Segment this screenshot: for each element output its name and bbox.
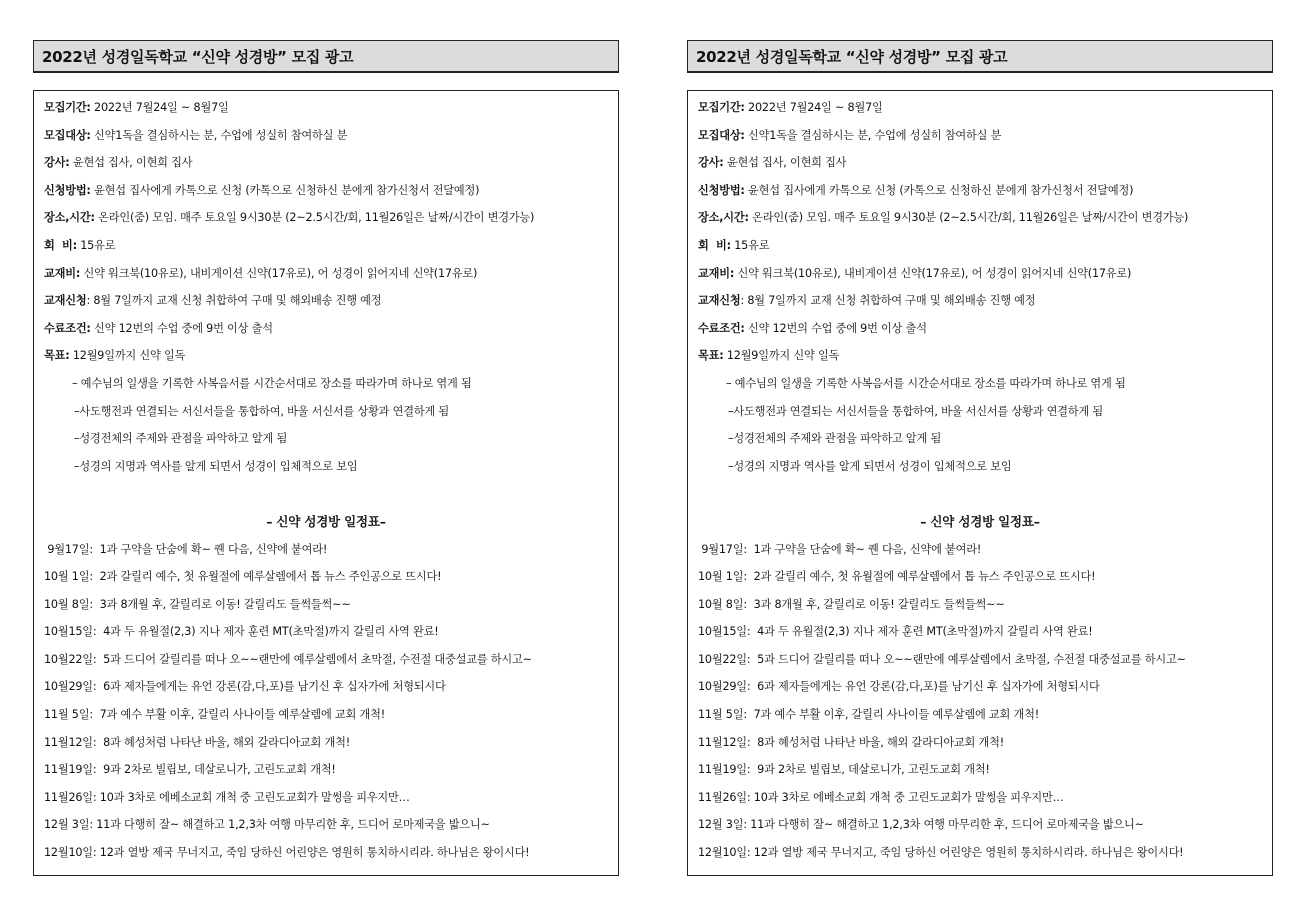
schedule-item: 10월22일: 5과 드디어 갈릴리를 떠나 오~~랜만에 예루살렘에서 초막절, 수전절 대중설교를 하시고~ <box>698 652 1186 666</box>
info-value: 온라인(줌) 모임. 매주 토요일 9시30분 (2~2.5시간/회, 11월26일은 날짜/시간이 변경가능) <box>94 211 535 225</box>
info-row <box>698 260 1262 288</box>
info-label: 장소,시간: <box>698 211 749 225</box>
info-row <box>44 204 608 232</box>
info-value: 2022년 7월24일 ~ 8월7일 <box>744 101 883 114</box>
info-row <box>44 315 608 343</box>
ad-content <box>33 90 619 876</box>
info-label: 목표: <box>698 349 724 363</box>
info-label: 모집기간: <box>698 101 745 114</box>
info-label: 수료조건: <box>698 321 745 335</box>
info-label: 장소,시간: <box>44 211 95 225</box>
info-row <box>44 149 608 177</box>
ad-title: 2022년 성경일독학교 “신약 성경방” 모집 광고 <box>33 40 619 73</box>
ad-title: 2022년 성경일독학교 “신약 성경방” 모집 광고 <box>687 40 1273 73</box>
schedule-item: 10월22일: 5과 드디어 갈릴리를 떠나 오~~랜만에 예루살렘에서 초막절, 수전절 대중설교를 하시고~ <box>44 652 532 666</box>
schedule-item: 11월12일: 8과 혜성처럼 나타난 바울, 해외 갈라디아교회 개척! <box>698 735 1005 749</box>
schedule-item: 10월 8일: 3과 8개월 후, 갈릴리로 이동! 갈릴리도 들썩들썩~~ <box>698 597 1005 611</box>
info-row <box>44 94 608 122</box>
info-row <box>698 149 1262 177</box>
goal-item: –성경의 지명과 역사를 알게 되면서 성경이 입체적으로 보임 <box>74 459 358 473</box>
info-value: 윤현섭 집사, 이현희 집사 <box>69 156 193 170</box>
info-label: 교재비: <box>44 266 81 280</box>
schedule-item: 9월17일: 1과 구약을 단숨에 확~ 퀜 다음, 신약에 붙여라! <box>698 542 982 556</box>
info-label: 신청방법: <box>698 183 745 197</box>
info-value: 윤현섭 집사에게 카톡으로 신청 (카톡으로 신청하신 분에게 참가신청서 전달예정) <box>744 183 1134 197</box>
schedule-item: 11월19일: 9과 2차로 빌립보, 데살로니가, 고린도교회 개척! <box>44 763 336 777</box>
schedule-item: 10월 1일: 2과 갈릴리 예수, 첫 유월절에 예루살렘에서 톱 뉴스 주인공으로 뜨시다! <box>44 570 442 584</box>
info-value: 온라인(줌) 모임. 매주 토요일 9시30분 (2~2.5시간/회, 11월26일은 날짜/시간이 변경가능) <box>748 211 1189 225</box>
info-value: 15유로 <box>730 238 770 252</box>
info-label: 강사: <box>44 156 70 170</box>
info-value: 2022년 7월24일 ~ 8월7일 <box>90 101 229 114</box>
info-label: 교재비: <box>698 266 735 280</box>
spacer <box>698 480 1262 508</box>
info-value: 윤현섭 집사에게 카톡으로 신청 (카톡으로 신청하신 분에게 참가신청서 전달예정) <box>90 183 480 197</box>
schedule-item: 10월15일: 4과 두 유월절(2,3) 지나 제자 훈련 MT(초막절)까지 갈릴리 사역 완료! <box>698 625 1093 639</box>
info-value: : 8월 7일까지 교재 신청 취합하여 구매 및 해외배송 진행 예정 <box>740 294 1036 308</box>
info-value: 12월9일까지 신약 일독 <box>723 349 840 363</box>
info-row <box>698 122 1262 150</box>
info-value: 윤현섭 집사, 이현희 집사 <box>723 156 847 170</box>
info-row <box>698 287 1262 315</box>
info-row <box>698 342 1262 370</box>
schedule-item: 10월15일: 4과 두 유월절(2,3) 지나 제자 훈련 MT(초막절)까지 갈릴리 사역 완료! <box>44 625 439 639</box>
info-row <box>44 342 608 370</box>
info-row <box>698 232 1262 260</box>
goal-item: – 예수님의 일생을 기록한 사복음서를 시간순서대로 장소를 따라가며 하나로 엮게 됨 <box>72 376 472 390</box>
ad-panel-right <box>687 40 1273 876</box>
schedule-item: 11월12일: 8과 혜성처럼 나타난 바울, 해외 갈라디아교회 개척! <box>44 735 351 749</box>
info-value: 12월9일까지 신약 일독 <box>69 349 186 363</box>
schedule-title: – 신약 성경방 일정표– <box>266 513 386 529</box>
schedule-item: 12월10일: 12과 열방 제국 무너지고, 죽임 당하신 어린양은 영원히 통치하시리라. 하나님은 왕이시다! <box>698 846 1184 860</box>
schedule-item: 10월 1일: 2과 갈릴리 예수, 첫 유월절에 예루살렘에서 톱 뉴스 주인공으로 뜨시다! <box>698 570 1096 584</box>
info-row <box>44 287 608 315</box>
info-row <box>44 232 608 260</box>
schedule-item: 11월26일: 10과 3차로 에베소교회 개척 중 고린도교회가 말썽을 피우지만… <box>698 790 1064 804</box>
info-label: 수료조건: <box>44 321 91 335</box>
info-label: 회 비: <box>698 238 731 252</box>
goal-item: –성경의 지명과 역사를 알게 되면서 성경이 입체적으로 보임 <box>728 459 1012 473</box>
schedule-item: 10월 8일: 3과 8개월 후, 갈릴리로 이동! 갈릴리도 들썩들썩~~ <box>44 597 351 611</box>
info-label: 회 비: <box>44 238 77 252</box>
schedule-item: 11월 5일: 7과 예수 부활 이후, 갈릴리 사나이들 예루살렘에 교회 개척! <box>698 708 1039 722</box>
info-value: 신약1독을 결심하시는 분, 수업에 성실히 참여하실 분 <box>90 128 348 142</box>
info-label: 신청방법: <box>44 183 91 197</box>
info-row <box>698 94 1262 122</box>
info-value: 신약 워크북(10유로), 내비게이션 신약(17유로), 어 성경이 읽어지네 신약(17유로) <box>80 266 478 280</box>
spacer <box>44 480 608 508</box>
schedule-item: 11월19일: 9과 2차로 빌립보, 데살로니가, 고린도교회 개척! <box>698 763 990 777</box>
schedule-title: – 신약 성경방 일정표– <box>920 513 1040 529</box>
info-value: 신약 12번의 수업 중에 9번 이상 출석 <box>744 321 927 335</box>
schedule-item: 12월10일: 12과 열방 제국 무너지고, 죽임 당하신 어린양은 영원히 통치하시리라. 하나님은 왕이시다! <box>44 846 530 860</box>
goal-item: –사도행전과 연결되는 서신서들을 통합하여, 바울 서신서를 상황과 연결하게 됨 <box>728 404 1104 418</box>
schedule-item: 11월 5일: 7과 예수 부활 이후, 갈릴리 사나이들 예루살렘에 교회 개척! <box>44 708 385 722</box>
info-label: 목표: <box>44 349 70 363</box>
schedule-item: 9월17일: 1과 구약을 단숨에 확~ 퀜 다음, 신약에 붙여라! <box>44 542 328 556</box>
schedule-item: 10월29일: 6과 제자들에게는 유언 강론(감,다,포)를 남기신 후 십자가에 처형되시다 <box>698 680 1100 694</box>
info-value: 15유로 <box>76 238 116 252</box>
info-value: 신약 워크북(10유로), 내비게이션 신약(17유로), 어 성경이 읽어지네 신약(17유로) <box>734 266 1132 280</box>
goal-item: –성경전체의 주제와 관점을 파악하고 알게 됨 <box>728 432 942 446</box>
info-value: : 8월 7일까지 교재 신청 취합하여 구매 및 해외배송 진행 예정 <box>86 294 382 308</box>
info-row <box>698 204 1262 232</box>
info-row <box>44 260 608 288</box>
goal-item: – 예수님의 일생을 기록한 사복음서를 시간순서대로 장소를 따라가며 하나로 엮게 됨 <box>726 376 1126 390</box>
schedule-item: 12월 3일: 11과 다행히 잘~ 해결하고 1,2,3차 여행 마무리한 후, 드디어 로마제국을 밟으니~ <box>698 818 1144 832</box>
info-value: 신약 12번의 수업 중에 9번 이상 출석 <box>90 321 273 335</box>
info-label: 모집기간: <box>44 101 91 114</box>
info-label: 교재신청 <box>698 294 741 308</box>
ad-panel-left <box>33 40 619 876</box>
schedule-item: 10월29일: 6과 제자들에게는 유언 강론(감,다,포)를 남기신 후 십자가에 처형되시다 <box>44 680 446 694</box>
info-label: 모집대상: <box>698 128 745 142</box>
ad-content <box>687 90 1273 876</box>
info-value: 신약1독을 결심하시는 분, 수업에 성실히 참여하실 분 <box>744 128 1002 142</box>
info-row <box>44 177 608 205</box>
info-row <box>698 315 1262 343</box>
info-row <box>698 177 1262 205</box>
info-label: 모집대상: <box>44 128 91 142</box>
info-label: 교재신청 <box>44 294 87 308</box>
schedule-item: 12월 3일: 11과 다행히 잘~ 해결하고 1,2,3차 여행 마무리한 후, 드디어 로마제국을 밟으니~ <box>44 818 490 832</box>
info-row <box>44 122 608 150</box>
goal-item: –사도행전과 연결되는 서신서들을 통합하여, 바울 서신서를 상황과 연결하게 됨 <box>74 404 450 418</box>
goal-item: –성경전체의 주제와 관점을 파악하고 알게 됨 <box>74 432 288 446</box>
schedule-item: 11월26일: 10과 3차로 에베소교회 개척 중 고린도교회가 말썽을 피우지만… <box>44 790 410 804</box>
info-label: 강사: <box>698 156 724 170</box>
